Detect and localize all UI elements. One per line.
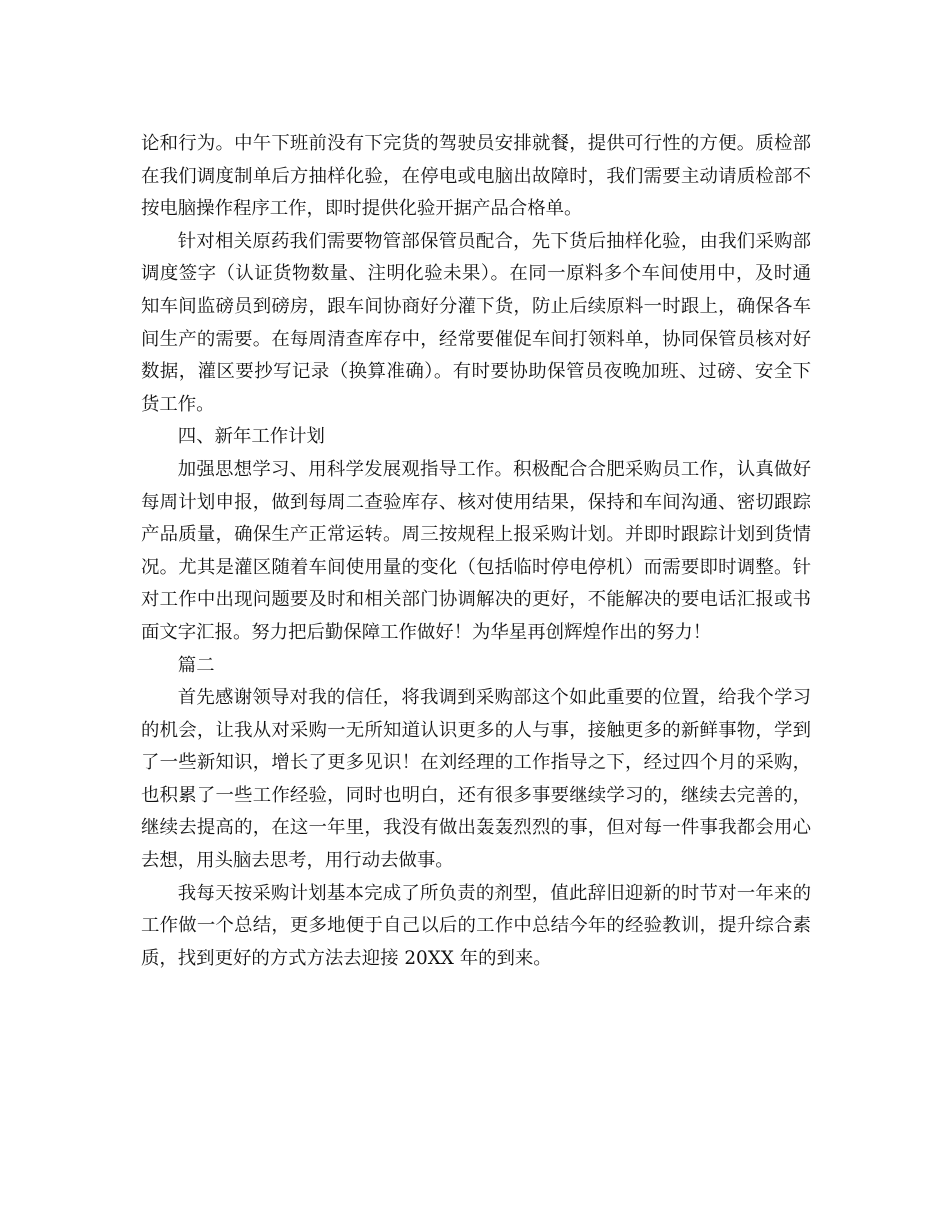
section-heading-part-two: 篇二 (177, 654, 215, 676)
paragraph-summary: 我每天按采购计划基本完成了所负责的剂型，值此辞旧迎新的时节对一年来的工作做一个总结，更多地便于自己以后的工作中总结今年的经验教训，提升综合素质，找到更好的方式方法去迎接 20XX 年的到来。 (141, 882, 811, 969)
paragraph-continuation: 论和行为。中午下班前没有下完货的驾驶员安排就餐，提供可行性的方便。质检部在我们调度制单后方抽样化验，在停电或电脑出故障时，我们需要主动请质检部不按电脑操作程序工作，即时提供化验开据产品合格单。 (141, 133, 811, 220)
document-body (141, 128, 811, 975)
section-heading-new-year-plan: 四、新年工作计划 (177, 426, 325, 448)
paragraph-work-plan: 加强思想学习、用科学发展观指导工作。积极配合合肥采购员工作，认真做好每周计划申报，做到每周二查验库存、核对使用结果，保持和车间沟通、密切跟踪产品质量，确保生产正常运转。周三按规程上报采购计划。并即时跟踪计划到货情况。尤其是灌区随着车间使用量的变化（包括临时停电停机）而需要即时调整。针对工作中出现问题要及时和相关部门协调解决的更好，不能解决的要电话汇报或书面文字汇报。努力把后勤保障工作做好！为华星再创辉煌作出的努力！ (141, 458, 811, 643)
paragraph-raw-material-coordination: 针对相关原药我们需要物管部保管员配合，先下货后抽样化验，由我们采购部调度签字（认证货物数量、注明化验未果）。在同一原料多个车间使用中，及时通知车间监磅员到磅房，跟车间协商好分灌下货，防止后续原料一时跟上，确保各车间生产的需要。在每周清查库存中，经常要催促车间打领料单，协同保管员核对好数据，灌区要抄写记录（换算准确）。有时要协助保管员夜晚加班、过磅、安全下货工作。 (141, 230, 811, 415)
paragraph-gratitude: 首先感谢领导对我的信任，将我调到采购部这个如此重要的位置，给我个学习的机会，让我从对采购一无所知道认识更多的人与事，接触更多的新鲜事物，学到了一些新知识，增长了更多见识！在刘经理的工作指导之下，经过四个月的采购，也积累了一些工作经验，同时也明白，还有很多事要继续学习的，继续去完善的，继续去提高的，在这一年里，我没有做出轰轰烈烈的事，但对每一件事我都会用心去想，用头脑去思考，用行动去做事。 (141, 687, 811, 872)
